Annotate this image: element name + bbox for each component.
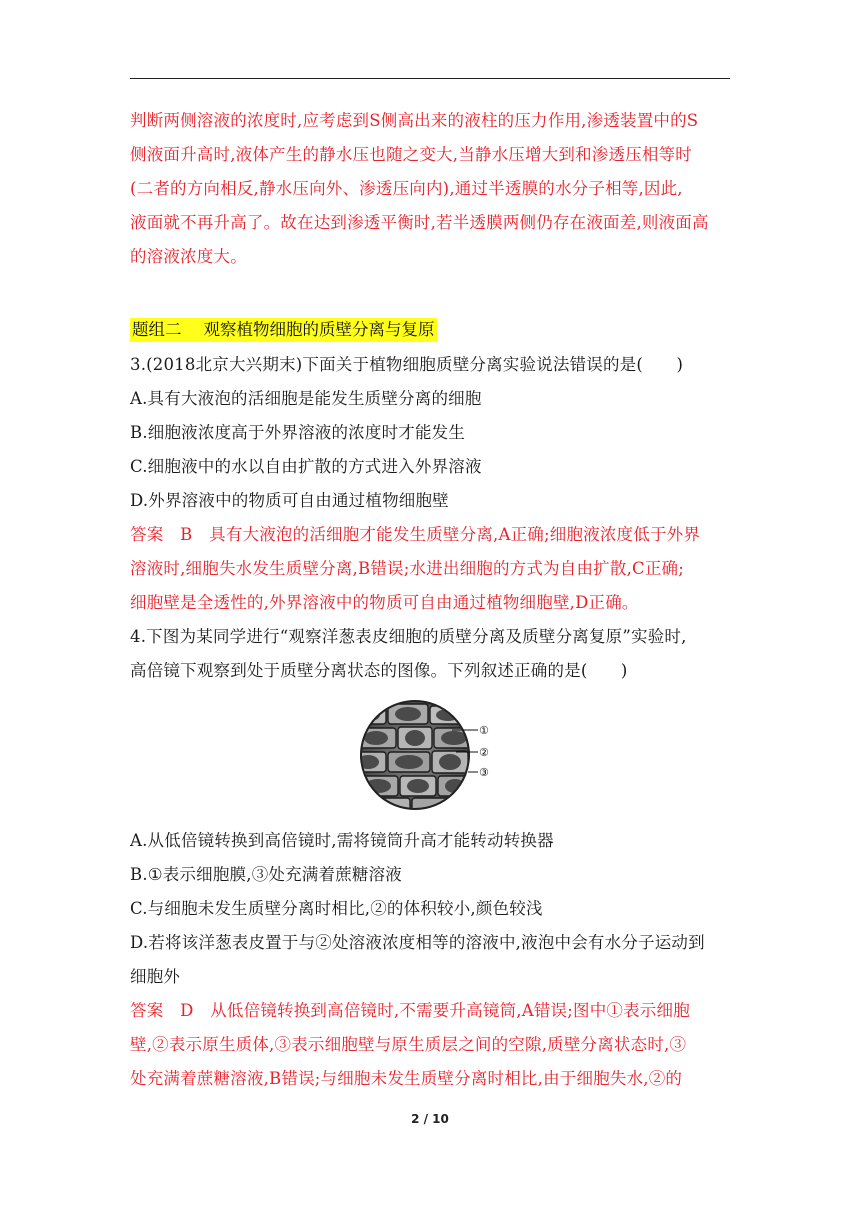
question-stem-line: 高倍镜下观察到处于质壁分离状态的图像。下列叙述正确的是( ) bbox=[130, 661, 628, 680]
answer-line: 处充满着蔗糖溶液,B错误;与细胞未发生质壁分离时相比,由于细胞失水,②的 bbox=[130, 1069, 683, 1088]
option-a: A.具有大液泡的活细胞是能发生质壁分离的细胞 bbox=[130, 389, 482, 408]
explanation-line: 侧液面升高时,液体产生的静水压也随之变大,当静水压增大到和渗透压相等时 bbox=[130, 145, 692, 164]
question-stem: 3.(2018北京大兴期末)下面关于植物细胞质壁分离实验说法错误的是( ) bbox=[130, 355, 684, 374]
answer-line: 壁,②表示原生质体,③表示细胞壁与原生质层之间的空隙,质壁分离状态时,③ bbox=[130, 1035, 687, 1054]
answer-block bbox=[130, 994, 730, 1096]
option-c: C.与细胞未发生质壁分离时相比,②的体积较小,颜色较浅 bbox=[130, 899, 543, 918]
figure-label-3: ③ bbox=[479, 766, 489, 779]
figure-label-2: ② bbox=[479, 746, 489, 759]
section-heading bbox=[130, 318, 437, 342]
page-body bbox=[130, 104, 730, 1096]
explanation-line: 判断两侧溶液的浓度时,应考虑到S侧高出来的液柱的压力作用,渗透装置中的S bbox=[130, 111, 699, 130]
section-title-text: 观察植物细胞的质壁分离与复原 bbox=[203, 320, 435, 339]
spacer bbox=[130, 274, 730, 314]
option-a: A.从低倍镜转换到高倍镜时,需将镜筒升高才能转动转换器 bbox=[130, 831, 554, 850]
answer-line: 细胞壁是全透性的,外界溶液中的物质可自由通过植物细胞壁,D正确。 bbox=[130, 593, 639, 612]
answer-line: 答案 D 从低倍镜转换到高倍镜时,不需要升高镜筒,A错误;图中①表示细胞 bbox=[130, 1001, 690, 1020]
option-d: D.若将该洋葱表皮置于与②处溶液浓度相等的溶液中,液泡中会有水分子运动到 bbox=[130, 933, 705, 952]
option-d: D.外界溶液中的物质可自由通过植物细胞壁 bbox=[130, 491, 449, 510]
option-b: B.①表示细胞膜,③处充满着蔗糖溶液 bbox=[130, 865, 403, 884]
question-3 bbox=[130, 348, 730, 620]
option-d-continued: 细胞外 bbox=[130, 967, 181, 986]
option-b: B.细胞液浓度高于外界溶液的浓度时才能发生 bbox=[130, 423, 466, 442]
answer-line: 溶液时,细胞失水发生质壁分离,B错误;水进出细胞的方式为自由扩散,C正确; bbox=[130, 559, 685, 578]
cell-micrograph-image bbox=[360, 700, 500, 810]
explanation-line: (二者的方向相反,静水压向外、渗透压向内),通过半透膜的水分子相等,因此, bbox=[130, 179, 683, 198]
top-explanation bbox=[130, 104, 730, 274]
question-stem-line: 4.下图为某同学进行“观察洋葱表皮细胞的质壁分离及质壁分离复原”实验时, bbox=[130, 627, 687, 646]
answer-line: 答案 B 具有大液泡的活细胞才能发生质壁分离,A正确;细胞液浓度低于外界 bbox=[130, 525, 701, 544]
answer-block bbox=[130, 518, 730, 620]
cell-micrograph-figure bbox=[360, 700, 500, 810]
figure-label-1: ① bbox=[479, 724, 489, 737]
question-4 bbox=[130, 620, 730, 1096]
page-number: 2 / 10 bbox=[411, 1112, 449, 1126]
option-c: C.细胞液中的水以自由扩散的方式进入外界溶液 bbox=[130, 457, 482, 476]
section-label: 题组二 bbox=[132, 320, 182, 339]
explanation-line: 液面就不再升高了。故在达到渗透平衡时,若半透膜两侧仍存在液面差,则液面高 bbox=[130, 213, 709, 232]
explanation-line: 的溶液浓度大。 bbox=[130, 247, 247, 266]
header-rule bbox=[130, 78, 730, 79]
